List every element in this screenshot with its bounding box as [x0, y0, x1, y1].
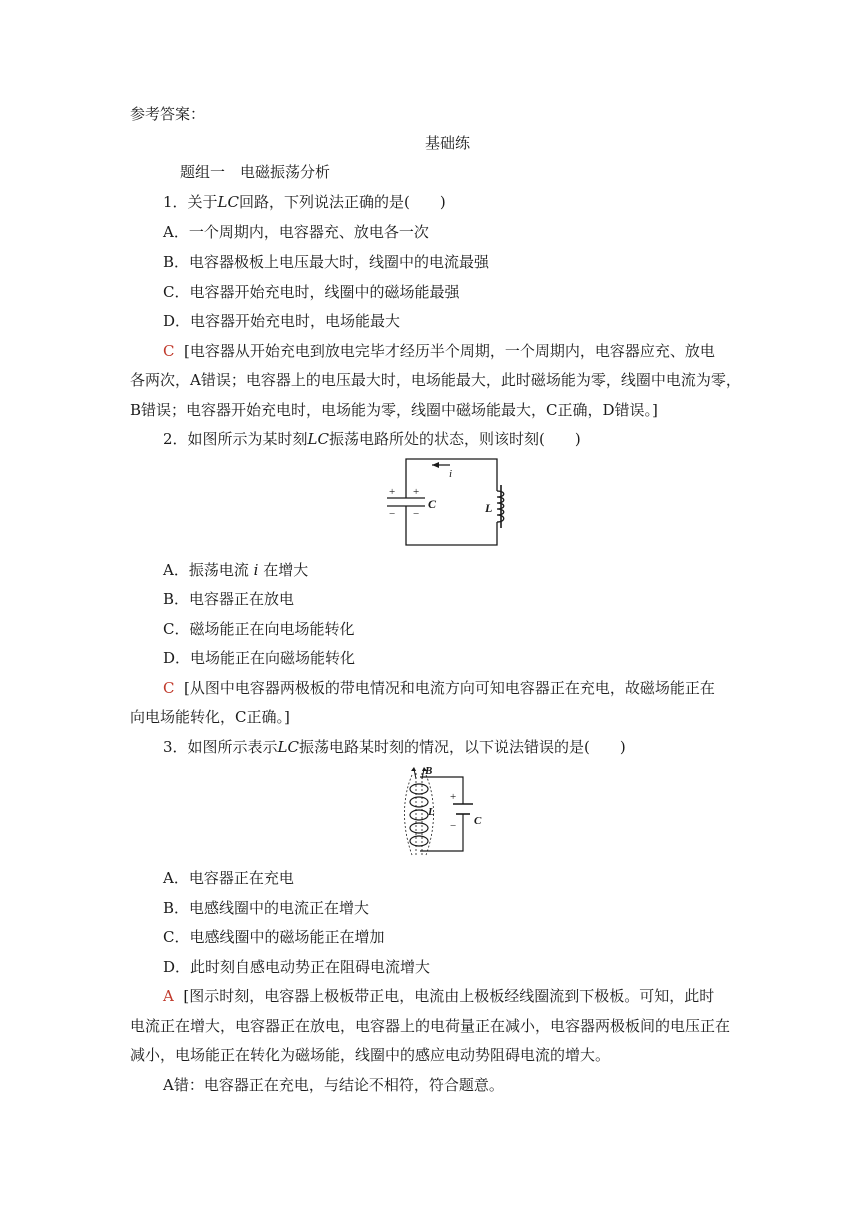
q3-minus: −: [450, 820, 457, 832]
q1-option-b: B．电容器极板上电压最大时，线圈中的电流最强: [163, 253, 490, 271]
q3-option-b: B．电感线圈中的电流正在增大: [163, 899, 370, 917]
q2-stem-post: 振荡电路所处的状态，则该时刻( ): [329, 430, 581, 448]
q3-note: A错：电容器正在充电，与结论不相符，符合题意。: [163, 1076, 504, 1094]
q2-option-b: B．电容器正在放电: [163, 590, 295, 608]
answer-key-header: 参考答案：: [130, 105, 206, 123]
q3-plus: +: [450, 791, 457, 803]
q3-option-c: C．电感线圈中的磁场能正在增加: [163, 928, 385, 946]
q1-stem-post: 回路，下列说法正确的是( ): [239, 193, 446, 211]
q3-explanation-text: [图示时刻，电容器上极板带正电，电流由上极板经线圈流到下极板。可知，此时: [183, 987, 715, 1005]
q3-option-a: A．电容器正在充电: [163, 869, 294, 887]
q3-option-d: D．此时刻自感电动势正在阻碍电流增大: [163, 958, 431, 976]
q3-inductor-label: L: [428, 806, 435, 818]
q3-answer-letter: A: [163, 987, 174, 1005]
q3-explanation-line-1: [163, 986, 714, 1006]
q2-option-a-post: 在增大: [263, 561, 309, 579]
q1-option-c: C．电容器开始充电时，线圈中的磁场能最强: [163, 283, 460, 301]
q1-option-a: A．一个周期内，电容器充、放电各一次: [163, 223, 429, 241]
q2-explanation-line-1: [163, 678, 715, 698]
q1-explanation-line-3: B错误；电容器开始充电时，电场能为零，线圈中磁场能最大，C正确，D错误。]: [130, 401, 658, 419]
q2-capacitor-label: C: [428, 497, 437, 511]
q2-explanation-line-2: 向电场能转化，C正确。]: [130, 708, 290, 726]
q2-current-label: i: [449, 468, 453, 480]
q2-option-a: [163, 560, 308, 580]
q1-answer-letter: C: [163, 342, 175, 360]
q2-option-d: D．电场能正在向磁场能转化: [163, 649, 356, 667]
q2-plus-right: +: [413, 486, 420, 498]
q3-capacitor-label: C: [474, 815, 482, 827]
q3-stem: [163, 737, 626, 757]
q3-stem-post: 振荡电路某时刻的情况，以下说法错误的是( ): [299, 738, 626, 756]
q3-stem-pre: 3．如图所示表示: [163, 738, 278, 756]
q2-minus-right: −: [413, 508, 420, 520]
q1-stem-lc: LC: [217, 193, 239, 211]
q2-inductor-label: L: [485, 501, 493, 515]
q3-stem-lc: LC: [277, 738, 299, 756]
q2-option-c: C．磁场能正在向电场能转化: [163, 620, 355, 638]
q2-option-a-pre: A．振荡电流: [163, 561, 249, 579]
q1-stem: [163, 192, 446, 212]
q2-option-a-var: i: [253, 561, 259, 579]
q1-stem-pre: 1．关于: [163, 193, 218, 211]
q3-explanation-line-3: 减小，电场能正在转化为磁场能，线圈中的感应电动势阻碍电流的增大。: [130, 1046, 611, 1064]
q1-explanation-text: [电容器从开始充电到放电完毕才经历半个周期，一个周期内，电容器应充、放电: [184, 342, 715, 360]
group-title: 题组一 电磁振荡分析: [180, 163, 331, 181]
q3-explanation-line-2: 电流正在增大，电容器正在放电，电容器上的电荷量正在减小，电容器两极板间的电压正在: [130, 1017, 731, 1035]
q3-field-label: B: [425, 765, 433, 777]
q2-plus-left: +: [389, 486, 396, 498]
q2-stem-lc: LC: [307, 430, 329, 448]
q2-explanation-text: [从图中电容器两极板的带电情况和电流方向可知电容器正在充电，故磁场能正在: [184, 679, 715, 697]
section-title: 基础练: [425, 134, 471, 152]
q1-option-d: D．电容器开始充电时，电场能最大: [163, 312, 401, 330]
q1-explanation-line-2: 各两次，A错误；电容器上的电压最大时，电场能最大，此时磁场能为零，线圈中电流为零，: [130, 371, 741, 389]
q2-stem-pre: 2．如图所示为某时刻: [163, 430, 308, 448]
q2-minus-left: −: [389, 508, 396, 520]
q2-circuit-figure: [380, 455, 510, 550]
q3-circuit-figure: [398, 763, 490, 858]
q2-stem: [163, 429, 581, 449]
q1-explanation-line-1: [163, 341, 715, 361]
q2-answer-letter: C: [163, 679, 175, 697]
